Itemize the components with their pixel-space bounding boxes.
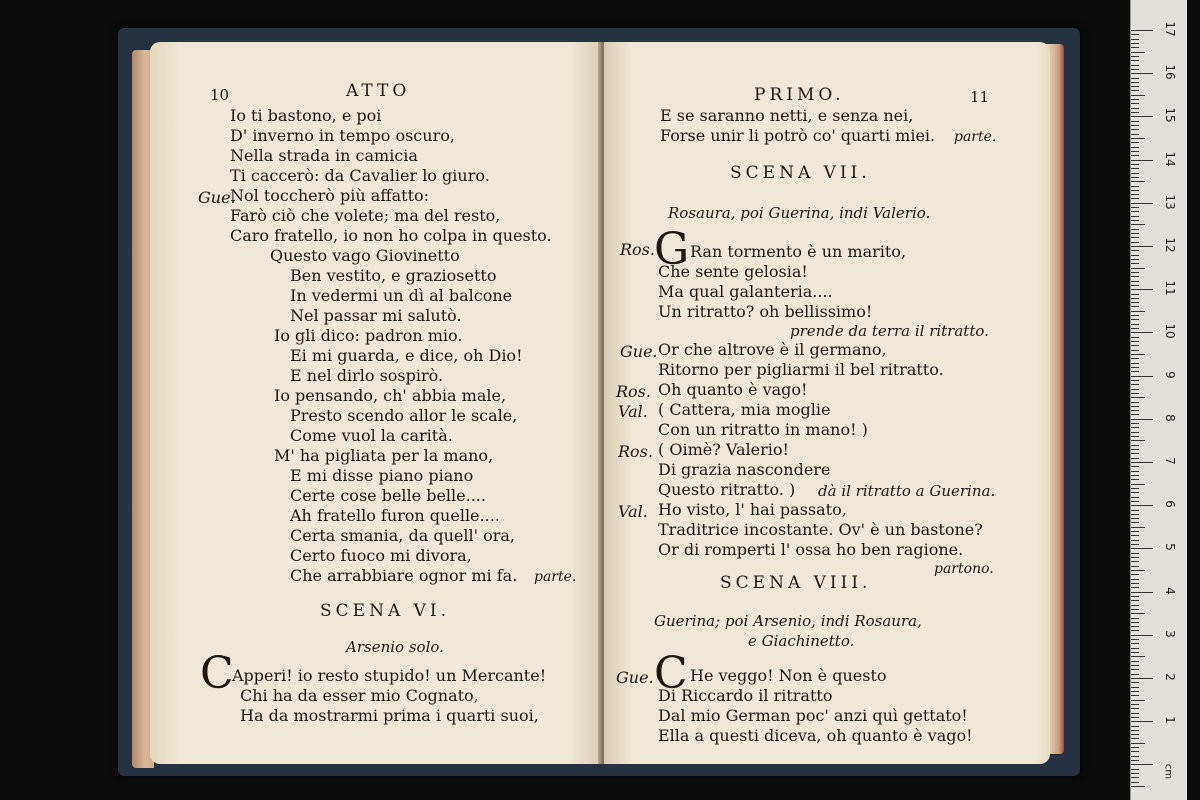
ruler-tick [1131, 190, 1139, 191]
ruler-label: 14 [1163, 150, 1177, 167]
ruler-tick [1131, 397, 1145, 398]
right-page [604, 42, 1050, 764]
ruler-tick [1131, 479, 1139, 480]
ruler-tick [1131, 427, 1139, 428]
ruler-tick [1131, 518, 1139, 519]
ruler-label: 1 [1163, 716, 1177, 724]
ruler-tick [1131, 319, 1139, 320]
ruler-label: 3 [1163, 629, 1177, 638]
speaker-label: Gue. [620, 342, 658, 361]
ruler-tick [1131, 652, 1139, 653]
ruler-tick [1131, 561, 1139, 562]
verse-line: Nol toccherò più affatto: [230, 186, 430, 205]
verse-line: Caro fratello, io non ho colpa in questo. [230, 226, 552, 245]
ruler-tick [1131, 410, 1139, 411]
speaker-label: Ros. [620, 240, 655, 259]
ruler-tick [1131, 721, 1153, 722]
ruler-tick [1131, 497, 1139, 498]
ruler-tick [1131, 492, 1139, 493]
verse-line: Ha da mostrarmi prima i quarti suoi, [240, 706, 539, 725]
ruler-tick [1131, 661, 1139, 662]
ruler-tick [1131, 630, 1139, 631]
ruler-tick [1131, 669, 1139, 670]
ruler-tick [1131, 769, 1139, 770]
ruler-tick [1131, 592, 1153, 593]
ruler-tick [1131, 501, 1139, 502]
running-header: PRIMO. [754, 85, 845, 105]
verse-line: Presto scendo allor le scale, [290, 406, 518, 425]
ruler-tick [1131, 544, 1139, 545]
ruler-tick [1131, 69, 1139, 70]
ruler-tick [1131, 90, 1139, 91]
verse-line: ( Cattera, mia moglie [658, 400, 831, 419]
ruler-tick [1131, 574, 1139, 575]
ruler-tick [1131, 786, 1145, 787]
ruler-tick [1131, 449, 1139, 450]
ruler-tick [1131, 367, 1139, 368]
ruler-label: 13 [1163, 194, 1177, 210]
verse-line: Ah fratello furon quelle.... [290, 506, 500, 525]
ruler-label: 9 [1163, 370, 1177, 379]
ruler-tick [1131, 713, 1139, 714]
verse-line: Ei mi guarda, e dice, oh Dio! [290, 346, 523, 365]
verse-line: Forse unir li potrò co' quarti miei. [660, 126, 936, 145]
speaker-label: Ros. [616, 382, 651, 401]
ruler-tick [1131, 440, 1145, 441]
ruler-tick [1131, 648, 1139, 649]
ruler-tick [1131, 738, 1139, 739]
ruler-tick [1131, 294, 1139, 295]
ruler-tick [1131, 207, 1139, 208]
verse-line: Oh quanto è vago! [658, 380, 808, 399]
ruler-tick [1131, 708, 1139, 709]
stage-direction: partono. [934, 561, 994, 577]
ruler-tick [1131, 173, 1139, 174]
verse-line: ( Oimè? Valerio! [658, 440, 789, 459]
verse-line: Or di romperti l' ossa ho ben ragione. [658, 540, 964, 559]
speaker-label: Val. [618, 502, 648, 521]
ruler-tick [1131, 134, 1139, 135]
verse-line: Ben vestito, e graziosetto [290, 266, 497, 285]
ruler-tick [1131, 34, 1139, 35]
ruler-tick [1131, 402, 1139, 403]
verse-line: Certo fuoco mi divora, [290, 546, 472, 565]
ruler-tick [1131, 164, 1139, 165]
ruler-tick [1131, 760, 1139, 761]
ruler-tick [1131, 782, 1139, 783]
verse-line: Dal mio German poc' anzi quì gettato! [658, 706, 968, 725]
ruler-tick [1131, 700, 1145, 701]
ruler-label: 12 [1163, 237, 1177, 253]
ruler-tick [1131, 678, 1153, 679]
ruler-tick [1131, 302, 1139, 303]
ruler-tick [1131, 138, 1145, 139]
ruler-tick [1131, 345, 1139, 346]
ruler-tick [1131, 121, 1139, 122]
verse-line: Ran tormento è un marito, [690, 242, 907, 261]
ruler-tick [1131, 116, 1153, 117]
ruler-tick [1131, 216, 1139, 217]
ruler-tick [1131, 747, 1139, 748]
ruler-tick [1131, 475, 1139, 476]
verse-line: Ritorno per pigliarmi il bel ritratto. [658, 360, 944, 379]
ruler-tick [1131, 605, 1139, 606]
ruler-tick [1131, 86, 1139, 87]
ruler-tick [1131, 52, 1145, 53]
drop-capital: G [654, 224, 690, 275]
ruler-tick [1131, 47, 1139, 48]
ruler-tick [1131, 181, 1145, 182]
verse-line: Che arrabbiare ognor mi fa. [290, 566, 518, 585]
ruler-tick [1131, 229, 1139, 230]
ruler-tick [1131, 268, 1145, 269]
ruler-tick [1131, 95, 1145, 96]
ruler-tick [1131, 726, 1139, 727]
ruler-tick [1131, 211, 1139, 212]
ruler-tick [1131, 579, 1139, 580]
speaker-label: Val. [618, 402, 648, 421]
ruler-tick [1131, 354, 1145, 355]
ruler-tick [1131, 674, 1139, 675]
verse-line: Con un ritratto in mano! ) [658, 420, 868, 439]
ruler-tick [1131, 553, 1139, 554]
ruler-tick [1131, 276, 1139, 277]
ruler-tick [1131, 682, 1139, 683]
ruler-tick [1131, 142, 1139, 143]
verse-line: Ho visto, l' hai passato, [658, 500, 847, 519]
ruler-tick [1131, 255, 1139, 256]
ruler-tick [1131, 609, 1139, 610]
ruler-tick [1131, 756, 1139, 757]
ruler-label: 4 [1163, 586, 1177, 595]
ruler-tick [1131, 224, 1145, 225]
ruler-tick [1131, 643, 1139, 644]
verse-line: Io ti bastono, e poi [230, 106, 382, 125]
verse-line: M' ha pigliata per la mano, [274, 446, 494, 465]
ruler-label: 15 [1163, 107, 1177, 124]
ruler-tick [1131, 751, 1139, 752]
ruler-tick [1131, 626, 1139, 627]
ruler-tick [1131, 656, 1145, 657]
ruler-tick [1131, 350, 1139, 351]
ruler-label: 6 [1163, 500, 1177, 508]
ruler-tick [1131, 186, 1139, 187]
ruler-tick [1131, 82, 1139, 83]
ruler-label: 2 [1163, 673, 1177, 681]
ruler-tick [1131, 691, 1139, 692]
verse-line: Nel passar mi salutò. [290, 306, 462, 325]
verse-line: Di Riccardo il ritratto [658, 686, 833, 705]
ruler-tick [1131, 78, 1139, 79]
verse-line: D' inverno in tempo oscuro, [230, 126, 455, 145]
ruler-tick [1131, 65, 1139, 66]
ruler-label: 8 [1163, 413, 1177, 422]
ruler-tick [1131, 30, 1153, 31]
ruler-label: 10 [1163, 323, 1177, 340]
verse-line: Io gli dico: padron mio. [274, 326, 463, 345]
scene-cast: Guerina; poi Arsenio, indi Rosaura, [654, 612, 922, 630]
ruler-tick [1131, 328, 1139, 329]
stage-direction: parte. [954, 129, 997, 145]
verse-line: Certa smania, da quell' ora, [290, 526, 515, 545]
ruler-tick [1131, 376, 1153, 377]
verse-line: Un ritratto? oh bellissimo! [658, 302, 873, 321]
ruler-tick [1131, 613, 1145, 614]
ruler-tick [1131, 510, 1139, 511]
verse-line: In vedermi un dì al balcone [290, 286, 513, 305]
ruler-tick [1131, 147, 1139, 148]
ruler-tick [1131, 160, 1153, 161]
ruler-label: 7 [1163, 457, 1177, 465]
ruler-tick [1131, 743, 1145, 744]
ruler-label: 5 [1163, 543, 1177, 552]
running-header: ATTO [346, 81, 411, 101]
speaker-label: Gue. [616, 668, 654, 687]
ruler-tick [1131, 285, 1139, 286]
ruler-tick [1131, 246, 1153, 247]
scene-heading: SCENA VI. [320, 601, 451, 621]
ruler-tick [1131, 406, 1139, 407]
verse-line: Questo vago Giovinetto [270, 246, 460, 265]
ruler-tick [1131, 423, 1139, 424]
ruler-tick [1131, 548, 1153, 549]
ruler-tick [1131, 103, 1139, 104]
ruler-tick [1131, 99, 1139, 100]
verse-line: Come vuol la carità. [290, 426, 453, 445]
ruler-tick [1131, 311, 1145, 312]
ruler-tick [1131, 717, 1139, 718]
ruler-tick [1131, 587, 1139, 588]
verse-line: Nella strada in camicia [230, 146, 418, 165]
drop-capital: C [654, 648, 688, 699]
ruler-tick [1131, 393, 1139, 394]
ruler-unit: cm [1162, 763, 1174, 780]
ruler-tick [1131, 108, 1139, 109]
scene-cast: e Giachinetto. [748, 632, 855, 650]
drop-capital: C [200, 648, 234, 699]
ruler-tick [1131, 259, 1139, 260]
ruler-tick [1131, 363, 1139, 364]
ruler-tick [1131, 695, 1139, 696]
verse-line: Di grazia nascondere [658, 460, 831, 479]
ruler-tick [1131, 233, 1139, 234]
ruler-tick [1131, 315, 1139, 316]
ruler-tick [1131, 527, 1145, 528]
ruler-tick [1131, 618, 1139, 619]
ruler-tick [1131, 445, 1139, 446]
ruler-tick [1131, 462, 1153, 463]
ruler-tick [1131, 665, 1139, 666]
page-number: 11 [970, 88, 990, 106]
ruler-tick [1131, 60, 1139, 61]
verse-line: Io pensando, ch' abbia male, [274, 386, 507, 405]
page-number: 10 [210, 86, 230, 104]
ruler-tick [1131, 380, 1139, 381]
stage-direction: dà il ritratto a Guerina. [818, 482, 996, 500]
left-page [150, 42, 602, 764]
ruler-tick [1131, 151, 1139, 152]
ruler-tick [1131, 73, 1153, 74]
ruler-tick [1131, 531, 1139, 532]
verse-line: Ti caccerò: da Cavalier lo giuro. [230, 166, 490, 185]
ruler-tick [1131, 596, 1139, 597]
ruler-tick [1131, 557, 1139, 558]
ruler-tick [1131, 306, 1139, 307]
ruler-tick [1131, 540, 1139, 541]
verse-line: E mi disse piano piano [290, 466, 474, 485]
speaker-label: Gue. [198, 188, 236, 207]
ruler-tick [1131, 237, 1139, 238]
verse-line: Or che altrove è il germano, [658, 340, 887, 359]
ruler-tick [1131, 436, 1139, 437]
ruler-tick [1131, 272, 1139, 273]
measurement-ruler [1130, 0, 1187, 800]
ruler-tick [1131, 203, 1153, 204]
ruler-tick [1131, 734, 1139, 735]
verse-line: Che sente gelosia! [658, 262, 808, 281]
ruler-tick [1131, 453, 1139, 454]
verse-line: E se saranno netti, e senza nei, [660, 106, 914, 125]
ruler-tick [1131, 289, 1153, 290]
ruler-tick [1131, 635, 1153, 636]
ruler-tick [1131, 250, 1139, 251]
ruler-tick [1131, 337, 1139, 338]
ruler-tick [1131, 194, 1139, 195]
ruler-tick [1131, 471, 1139, 472]
ruler-tick [1131, 514, 1139, 515]
ruler-tick [1131, 432, 1139, 433]
ruler-tick [1131, 56, 1139, 57]
ruler-tick [1131, 730, 1139, 731]
ruler-tick [1131, 600, 1139, 601]
ruler-tick [1131, 168, 1139, 169]
verse-line: Certe cose belle belle.... [290, 486, 486, 505]
ruler-tick [1131, 414, 1139, 415]
verse-line: Ma qual galanteria.... [658, 282, 833, 301]
ruler-tick [1131, 777, 1139, 778]
ruler-tick [1131, 43, 1139, 44]
ruler-tick [1131, 488, 1139, 489]
verse-line: E nel dirlo sospirò. [290, 366, 444, 385]
ruler-tick [1131, 466, 1139, 467]
ruler-tick [1131, 535, 1139, 536]
ruler-tick [1131, 566, 1139, 567]
ruler-tick [1131, 505, 1153, 506]
ruler-tick [1131, 484, 1145, 485]
ruler-tick [1131, 324, 1139, 325]
ruler-tick [1131, 358, 1139, 359]
ruler-tick [1131, 570, 1145, 571]
ruler-tick [1131, 639, 1139, 640]
scene-heading: SCENA VIII. [720, 573, 872, 593]
ruler-tick [1131, 522, 1139, 523]
stage-direction: parte. [534, 569, 577, 585]
ruler-tick [1131, 177, 1139, 178]
verse-line: Ella a questi diceva, oh quanto è vago! [658, 726, 973, 745]
ruler-tick [1131, 332, 1153, 333]
ruler-tick [1131, 112, 1139, 113]
ruler-tick [1131, 764, 1153, 765]
ruler-tick [1131, 773, 1139, 774]
ruler-tick [1131, 389, 1139, 390]
verse-line: Apperi! io resto stupido! un Mercante! [232, 666, 547, 685]
ruler-tick [1131, 198, 1139, 199]
ruler-label: 11 [1163, 280, 1177, 296]
stage-direction: prende da terra il ritratto. [790, 322, 989, 340]
ruler-tick [1131, 129, 1139, 130]
ruler-tick [1131, 384, 1139, 385]
ruler-tick [1131, 341, 1139, 342]
verse-line: Chi ha da esser mio Cognato, [240, 686, 479, 705]
verse-line: Traditrice incostante. Ov' è un bastone? [658, 520, 983, 539]
ruler-tick [1131, 704, 1139, 705]
ruler-tick [1131, 220, 1139, 221]
verse-line: He veggo! Non è questo [690, 666, 887, 685]
ruler-tick [1131, 125, 1139, 126]
scene-cast: Arsenio solo. [346, 638, 444, 656]
ruler-tick [1131, 281, 1139, 282]
scene-cast: Rosaura, poi Guerina, indi Valerio. [668, 204, 931, 222]
ruler-tick [1131, 687, 1139, 688]
verse-line: Questo ritratto. ) [658, 480, 796, 499]
ruler-tick [1131, 242, 1139, 243]
ruler-label: 17 [1163, 21, 1177, 37]
ruler-tick [1131, 458, 1139, 459]
ruler-label: 16 [1163, 64, 1177, 80]
ruler-tick [1131, 263, 1139, 264]
ruler-tick [1131, 419, 1153, 420]
ruler-tick [1131, 298, 1139, 299]
ruler-tick [1131, 371, 1139, 372]
speaker-label: Ros. [618, 442, 653, 461]
ruler-tick [1131, 39, 1139, 40]
verse-line: Farò ciò che volete; ma del resto, [230, 206, 501, 225]
ruler-tick [1131, 622, 1139, 623]
ruler-tick [1131, 155, 1139, 156]
scene-heading: SCENA VII. [730, 163, 871, 183]
ruler-tick [1131, 583, 1139, 584]
